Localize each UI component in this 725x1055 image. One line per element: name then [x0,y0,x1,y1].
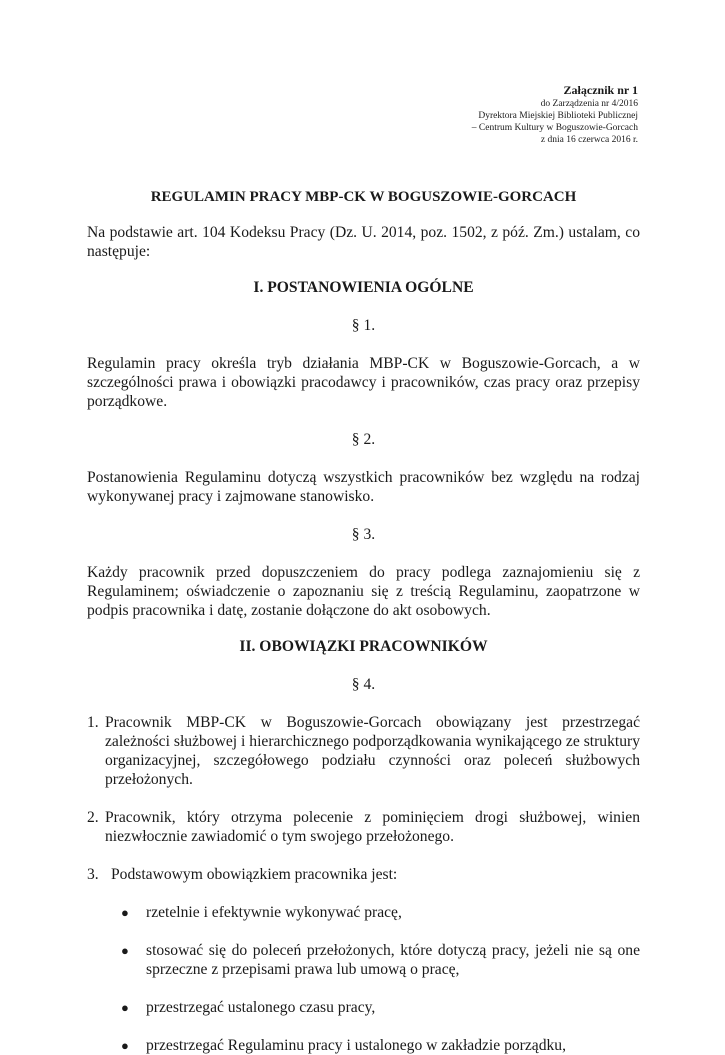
paragraph-3-text: Każdy pracownik przed dopuszczeniem do pracy podlega zaznajomieniu się z Regulaminem; oświadczenie o zapoznaniu się z treścią Regulaminu, zaopatrzone w podpis pracownika i datę, zostanie dołączone do akt osobowych. [87,564,640,619]
paragraph-mark-3: § 3. [351,526,376,543]
document-body [87,188,640,1055]
bullet-icon: ● [121,1000,129,1015]
annex-line: – Centrum Kultury w Boguszowie-Gorcach [471,123,638,133]
paragraph-mark-1: § 1. [351,317,376,334]
section-heading-general: I. POSTANOWIENIA OGÓLNE [253,279,474,296]
bullet-item [87,903,640,922]
bullet-item [87,998,640,1017]
bullet-text: przestrzegać Regulaminu pracy i ustalonego w zakładzie porządku, [146,1037,566,1054]
section-heading-duties: II. OBOWIĄZKI PRACOWNIKÓW [239,638,488,655]
bullet-item [87,941,640,979]
item-text: Pracownik, który otrzyma polecenie z pominięciem drogi służbowej, winien niezwłocznie zawiadomić o tym swojego przełożonego. [105,809,640,845]
item-text: Pracownik MBP-CK w Boguszowie-Gorcach obowiązany jest przestrzegać zależności służbowej i hierarchicznego podporządkowania wynikającego ze struktury organizacyjnej, szczegółowego podziału czynności oraz poleceń służbowych przełożonych. [105,714,640,788]
paragraph-mark-2: § 2. [351,431,376,448]
annex-line: Dyrektora Miejskiej Biblioteki Publicznej [478,111,638,121]
annex-line: do Zarządzenia nr 4/2016 [540,99,638,109]
bullet-item [87,1036,640,1055]
numbered-item [87,808,640,846]
document-title: REGULAMIN PRACY MBP-CK W BOGUSZOWIE-GORCACH [150,189,577,205]
item-number: 3. [87,866,99,883]
bullet-text: stosować się do poleceń przełożonych, które dotyczą pracy, jeżeli nie są one sprzeczne z przepisami prawa lub umową o pracę, [146,942,640,978]
annex-line: z dnia 16 czerwca 2016 r. [540,135,638,145]
numbered-item [87,865,640,884]
annex-title: Załącznik nr 1 [563,83,638,97]
item-number: 2. [87,809,99,826]
bullet-icon: ● [121,1038,129,1053]
paragraph-1-text: Regulamin pracy określa tryb działania MBP-CK w Boguszowie-Gorcach, a w szczególności prawa i obowiązki pracodawcy i pracowników, czas pracy oraz przepisy porządkowe. [87,355,640,410]
paragraph-2-text: Postanowienia Regulaminu dotyczą wszystkich pracowników bez względu na rodzaj wykonywanej pracy i zajmowane stanowisko. [87,469,640,505]
paragraph-mark-4: § 4. [351,676,376,693]
bullet-icon: ● [121,943,129,958]
numbered-item [87,713,640,789]
bullet-text: przestrzegać ustalonego czasu pracy, [146,999,376,1016]
bullet-text: rzetelnie i efektywnie wykonywać pracę, [146,904,402,921]
annex-header [472,83,638,146]
intro-paragraph: Na podstawie art. 104 Kodeksu Pracy (Dz. U. 2014, poz. 1502, z póź. Zm.) ustalam, co następuje: [87,224,640,260]
bullet-icon: ● [121,905,129,920]
item-number: 1. [87,714,99,731]
item-text: Podstawowym obowiązkiem pracownika jest: [111,866,398,883]
